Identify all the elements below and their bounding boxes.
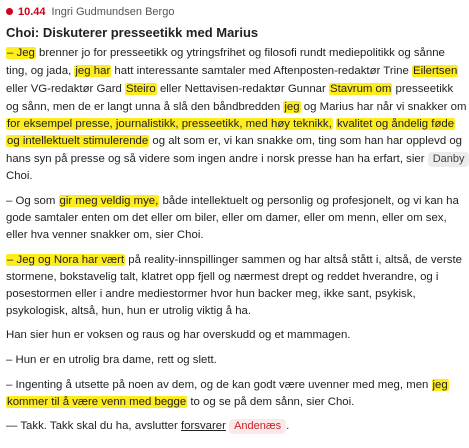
- text-span: eller VG-redaktør Gard: [6, 83, 126, 95]
- text-span: hatt interessante samtaler med Aftenposten-redaktør Trine: [111, 65, 412, 77]
- post-title: Choi: Diskuterer presseetikk med Marius: [6, 25, 259, 40]
- paragraph-line: [6, 63, 458, 79]
- text-span: — Takk. Takk skal du ha, avslutter: [6, 420, 181, 432]
- post-meta: [6, 5, 174, 19]
- paragraph-line: [6, 193, 459, 209]
- paragraph-line: [6, 45, 445, 61]
- text-span: – Ingenting å utsette på noen av dem, og de kan godt være uvenner med meg, men: [6, 379, 432, 391]
- highlight: jeg har: [75, 65, 111, 77]
- text-span: og Marius har når vi snakker om: [300, 101, 467, 113]
- highlight: jeg: [432, 379, 448, 391]
- paragraph-line: [6, 133, 462, 149]
- text-span: hans syn på presse og så videre som ingen andre i norsk presse han ha erfart, sier: [6, 153, 428, 165]
- paragraph-line: [6, 418, 289, 434]
- paragraph-line: – Hun er en utrolig bra dame, rett og slett.: [6, 354, 217, 366]
- person-tag[interactable]: Danby: [428, 152, 469, 167]
- highlight: jeg: [284, 101, 300, 113]
- text-span: ting, og jada,: [6, 65, 75, 77]
- paragraph-line: [6, 116, 455, 132]
- paragraph-line: stormene, bokstavelig talt, klatret opp fjell og nærmest drept og reddet hverandre, og i: [6, 271, 439, 283]
- paragraph-line: Han sier hun er voksen og raus og har overskudd og et mammagen.: [6, 329, 351, 341]
- highlight: Eilertsen: [412, 65, 458, 77]
- post-author[interactable]: Ingri Gudmundsen Bergo: [51, 6, 175, 18]
- paragraph-line: [6, 394, 354, 410]
- highlight: Steiro: [126, 83, 156, 95]
- person-tag[interactable]: Andenæs: [229, 419, 286, 434]
- highlight: og intellektuelt stimulerende: [7, 135, 149, 147]
- text-span: eller Nettavisen-redaktør Gunnar: [156, 83, 329, 95]
- highlight: kvalitet og åndelig føde: [336, 118, 455, 130]
- paragraph-line: [6, 99, 466, 115]
- highlight: – Jeg: [7, 47, 35, 59]
- paragraph-line: posestormen eller i andre mediestormer hvor hun backer meg, ikke sant, psykisk,: [6, 288, 416, 300]
- text-span: .: [286, 420, 290, 432]
- live-dot-icon: [6, 8, 13, 15]
- paragraph-line: eller hva venner snakker om, sier Choi.: [6, 229, 204, 241]
- paragraph-line: [6, 252, 462, 268]
- text-span: presseetikk: [392, 83, 454, 95]
- highlight: – Jeg og Nora har vært: [7, 254, 125, 266]
- text-span: både intellektuelt og personlig og profesjonelt, og vi kan ha: [159, 195, 459, 207]
- post-time: 10.44: [18, 6, 46, 18]
- text-span: – Og som: [6, 195, 59, 207]
- text-span: brenner jo for presseetikk og ytringsfrihet og filosofi rundt mediepolitikk og sånne: [35, 47, 445, 59]
- text-span: og alt som er, vi kan snakke om, ting som han har opplevd og: [149, 135, 462, 147]
- text-span: og sånn, men de er langt unna å slå den båndbredden: [6, 101, 284, 113]
- highlight: gir meg veldig mye,: [59, 195, 159, 207]
- paragraph-line: [6, 81, 453, 97]
- link-forsvarer[interactable]: forsvarer: [180, 420, 226, 432]
- highlight: kommer til å være venn med begge: [7, 396, 187, 408]
- paragraph-line: [6, 151, 469, 167]
- paragraph-line: Choi.: [6, 170, 33, 182]
- highlight: for eksempel presse, journalistikk, presseetikk, med høy teknikk,: [7, 118, 332, 130]
- paragraph-line: psykologisk, altså, hun, hun er utrolig viktig å ha.: [6, 305, 252, 317]
- paragraph-line: gode samtaler enten om det eller om biler, eller om damer, eller om menn, eller om sex,: [6, 212, 447, 224]
- text-span: på reality-innspillinger sammen og har altså stått i, altså, de verste: [125, 254, 462, 266]
- paragraph-line: [6, 377, 449, 393]
- highlight: Stavrum om: [329, 83, 392, 95]
- text-span: to og se på dem sånn, sier Choi.: [187, 396, 355, 408]
